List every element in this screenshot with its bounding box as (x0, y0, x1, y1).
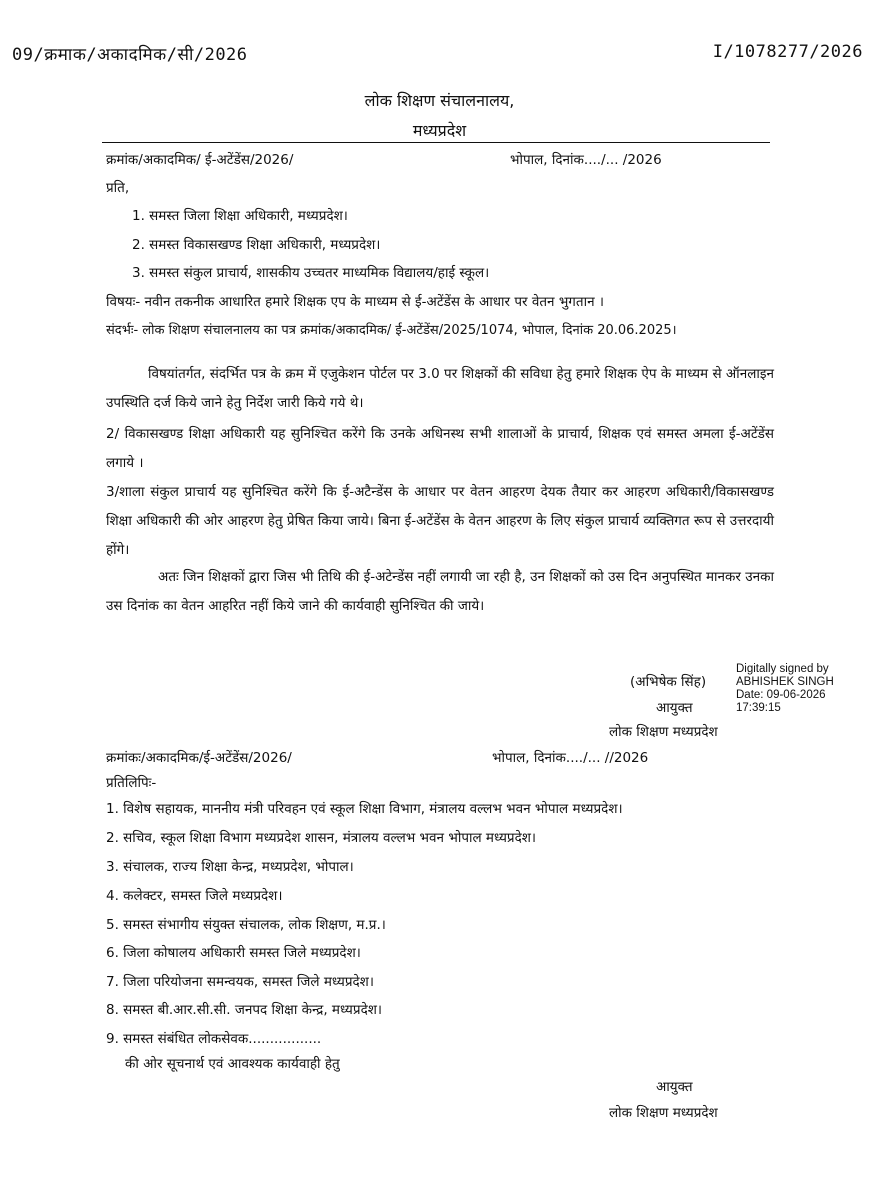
digital-signature-line: 17:39:15 (736, 702, 781, 714)
header-divider (102, 142, 770, 143)
copy-purpose: की ओर सूचनार्थ एवं आवश्यक कार्यवाही हेतु (125, 1056, 340, 1072)
recipient-item: 3. समस्त संकुल प्राचार्य, शासकीय उच्चतर माध्यमिक विद्यालय/हाई स्कूल। (132, 265, 490, 281)
digital-signature-block (736, 663, 834, 715)
copy-office: लोक शिक्षण मध्यप्रदेश (609, 1105, 718, 1121)
signatory-designation: आयुक्त (656, 700, 693, 716)
digital-signature-line: ABHISHEK SINGH (736, 676, 834, 688)
copy-item: 1. विशेष सहायक, माननीय मंत्री परिवहन एवं स्कूल शिक्षा विभाग, मंत्रालय वल्लभ भवन भोपाल मध्यप्रदेश। (106, 801, 623, 817)
body-paragraph-3: 3/शाला संकुल प्राचार्य यह सुनिश्चित करेंगे कि ई-अटैन्डेंस के आधार पर वेतन आहरण देयक तैयार कर आहरण अधिकारी/विकासखण्ड शिक्षा अधिकारी की ओर आहरण हेतु प्रेषित किया जाये। बिना ई-अटेंडेंस के वेतन आहरण के लिए संकुल प्राचार्य व्यक्तिगत रूप से उत्तरदायी होंगे। (106, 484, 774, 558)
digital-signature-line: Digitally signed by (736, 663, 829, 675)
copy-label: प्रतिलिपिः- (106, 775, 157, 791)
copy-item: 6. जिला कोषालय अधिकारी समस्त जिले मध्यप्रदेश। (106, 945, 361, 961)
copy-item: 9. समस्त संबंधित लोकसेवक................. (106, 1031, 322, 1047)
body-paragraph-2: 2/ विकासखण्ड शिक्षा अधिकारी यह सुनिश्चित करेंगे कि उनके अधिनस्थ सभी शालाओं के प्राचार्य, शिक्षक एवं समस्त अमला ई-अटेंडेंस लगाये । (106, 426, 774, 471)
to-label: प्रति, (106, 180, 130, 196)
document-reference-right: I/1078277/2026 (712, 42, 863, 62)
recipient-item: 2. समस्त विकासखण्ड शिक्षा अधिकारी, मध्यप्रदेश। (132, 237, 381, 253)
copy-item: 3. संचालक, राज्य शिक्षा केन्द्र, मध्यप्रदेश, भोपाल। (106, 859, 354, 875)
office-name: लोक शिक्षण संचालनालय, (364, 91, 515, 110)
signatory-office: लोक शिक्षण मध्यप्रदेश (609, 724, 718, 740)
copy-ref-number: क्रमांकः/अकादमिक/ई-अटेंडेंस/2026/ (106, 750, 292, 766)
copy-item: 2. सचिव, स्कूल शिक्षा विभाग मध्यप्रदेश शासन, मंत्रालय वल्लभ भवन भोपाल मध्यप्रदेश। (106, 830, 537, 846)
copy-item: 5. समस्त संभागीय संयुक्त संचालक, लोक शिक्षण, म.प्र.। (106, 917, 386, 933)
copy-designation: आयुक्त (656, 1079, 693, 1095)
copy-item: 4. कलेक्टर, समस्त जिले मध्यप्रदेश। (106, 888, 283, 904)
body-paragraph-4: अतः जिन शिक्षकों द्वारा जिस भी तिथि की ई-अटेन्डेंस नहीं लगायी जा रही है, उन शिक्षकों को उस दिन अनुपस्थित मानकर उनका उस दिनांक का वेतन आहरित नहीं किये जाने की कार्यवाही सुनिश्चित की जाये। (106, 569, 774, 614)
copy-item: 8. समस्त बी.आर.सी.सी. जनपद शिक्षा केन्द्र, मध्यप्रदेश। (106, 1002, 383, 1018)
digital-signature-line: Date: 09-06-2026 (736, 689, 826, 701)
copy-item: 7. जिला परियोजना समन्वयक, समस्त जिले मध्यप्रदेश। (106, 974, 374, 990)
letter-ref-number: क्रमांक/अकादमिक/ ई-अटेंडेंस/2026/ (106, 152, 294, 168)
letter-place-date: भोपाल, दिनांक..../... /2026 (510, 152, 662, 168)
copy-place-date: भोपाल, दिनांक..../... //2026 (492, 750, 649, 766)
body-paragraph-1: विषयांतर्गत, संदर्भित पत्र के क्रम में एजुकेशन पोर्टल पर 3.0 पर शिक्षकों की सविधा हेतु हमारे शिक्षक ऐप के माध्यम से ऑनलाइन उपस्थिति दर्ज किये जाने हेतु निर्देश जारी किये गये थे। (106, 366, 774, 411)
document-reference-left: 09/क्रमाक/अकादमिक/सी/2026 (12, 45, 248, 65)
recipient-item: 1. समस्त जिला शिक्षा अधिकारी, मध्यप्रदेश। (132, 208, 348, 224)
signatory-name: (अभिषेक सिंह) (630, 674, 707, 690)
office-state: मध्यप्रदेश (412, 121, 467, 140)
letter-reference: संदर्भः- लोक शिक्षण संचालनालय का पत्र क्रमांक/अकादमिक/ ई-अटेंडेंस/2025/1074, भोपाल, दिनांक 20.06.2025। (106, 323, 677, 338)
letter-subject: विषयः- नवीन तकनीक आधारित हमारे शिक्षक एप के माध्यम से ई-अटेंडेंस के आधार पर वेतन भुगतान । (106, 294, 604, 310)
